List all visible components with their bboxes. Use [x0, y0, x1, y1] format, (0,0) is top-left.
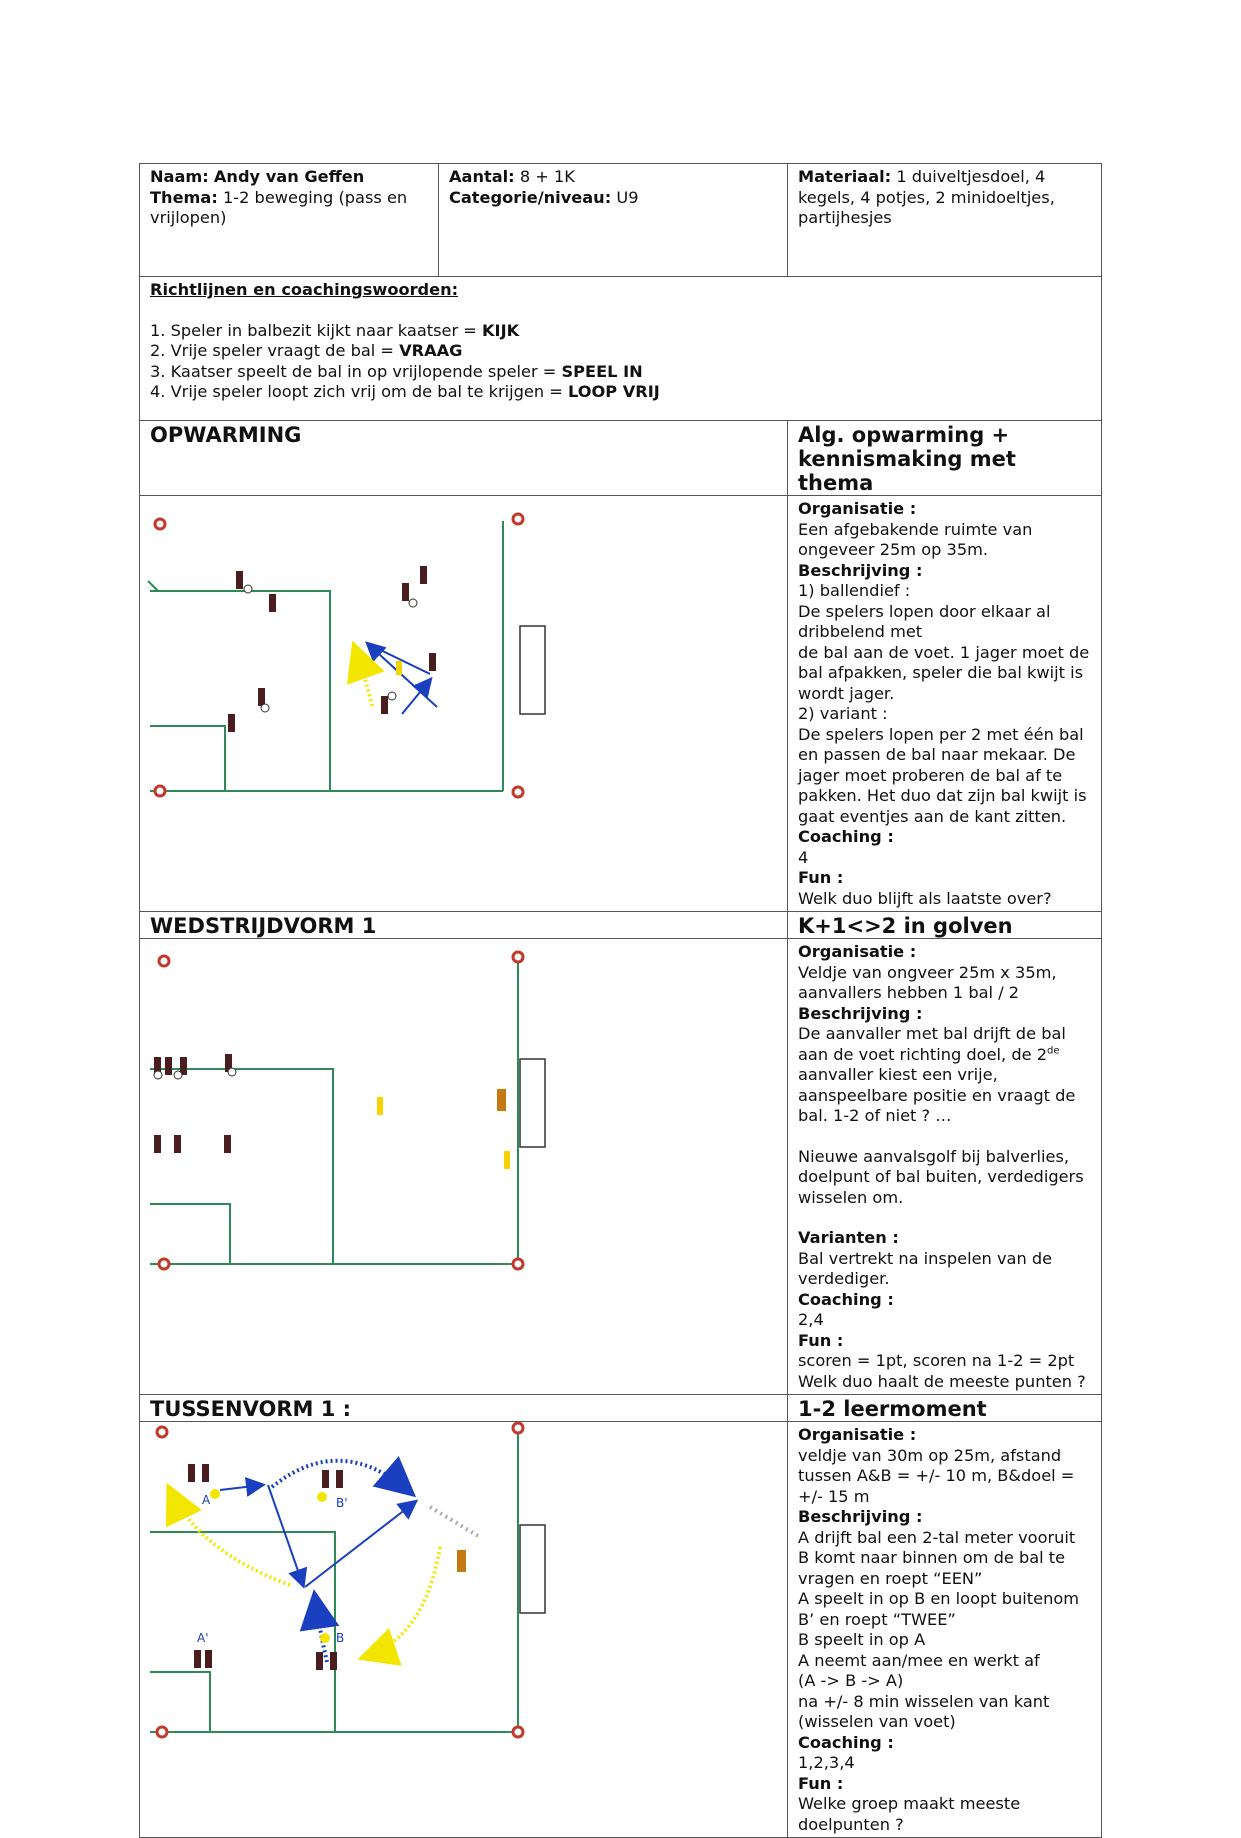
guidelines-cell	[140, 277, 1102, 421]
name-theme-cell	[140, 164, 439, 277]
thema-value: 1-2 beweging (pass en vrijlopen)	[150, 187, 408, 227]
guideline-item: 3. Kaatser speelt de bal in op vrijlopende speler = SPEEL IN	[150, 361, 643, 381]
aantal-cell	[439, 164, 788, 277]
section-title-wedstrijdvorm: WEDSTRIJDVORM 1	[140, 912, 788, 939]
guideline-item: 1. Speler in balbezit kijkt naar kaatser = KIJK	[150, 320, 520, 340]
pitch-diagram-wedstrijdvorm	[140, 939, 560, 1282]
categorie-label: Categorie/niveau:	[449, 187, 612, 207]
sheet-table	[139, 163, 1102, 1838]
naam-label: Naam:	[150, 167, 209, 186]
aantal-value: 8 + 1K	[519, 167, 575, 186]
session-sheet	[139, 163, 1101, 1838]
naam-value: Andy van Geffen	[213, 167, 365, 186]
player-yellow-icon	[504, 1151, 510, 1169]
goalkeeper-icon	[497, 1089, 506, 1111]
content-wedstrijdvorm: Organisatie : Veldje van ongveer 25m x 35m, aanvallers hebben 1 bal / 2 Beschrijving : De aanvaller met bal drijft de bal aan de voet richting doel, de 2de aanvaller kiest een vrije, aanspeelbare positie en vraagt de bal. 1-2 of niet ? … Nieuwe aanvalsgolf bij balverlies, doelpunt of bal buiten, verdedigers wisselen om. Varianten : Bal vertrekt na inspelen van de verdediger. Coaching : 2,4 Fun : scoren = 1pt, scoren na 1-2 = 2pt Welk duo haalt de meeste punten ?	[788, 939, 1102, 1395]
guidelines-title: Richtlijnen en coachingswoorden:	[150, 280, 459, 299]
section-title-tussenvorm: TUSSENVORM 1 :	[140, 1395, 788, 1422]
player-yellow-icon	[377, 1097, 383, 1115]
label-b-prime: B'	[336, 1496, 348, 1510]
materiaal-label: Materiaal:	[798, 167, 892, 186]
categorie-value: U9	[616, 187, 639, 207]
goalkeeper-icon	[457, 1550, 466, 1572]
label-a: A	[202, 1493, 211, 1507]
section-subtitle-tussenvorm: 1-2 leermoment	[788, 1395, 1102, 1422]
ball-icon	[210, 1489, 330, 1643]
label-b: B	[336, 1631, 345, 1645]
section-subtitle-opwarming: Alg. opwarming + kennismaking met thema	[788, 421, 1102, 496]
guideline-item: 2. Vrije speler vraagt de bal = VRAAG	[150, 341, 463, 360]
goal-icon	[520, 1525, 545, 1613]
label-a-prime: A'	[197, 1631, 209, 1645]
diagram-wedstrijdvorm	[140, 939, 788, 1395]
thema-label: Thema:	[150, 187, 218, 207]
guideline-item: 4. Vrije speler loopt zich vrij om de bal te krijgen = LOOP VRIJ	[150, 382, 660, 401]
pitch-diagram-opwarming	[140, 496, 560, 819]
goal-icon	[520, 1059, 545, 1147]
section-subtitle-wedstrijdvorm: K+1<>2 in golven	[788, 912, 1102, 939]
content-opwarming: Organisatie : Een afgebakende ruimte van ongeveer 25m op 35m. Beschrijving : 1) ballendief : De spelers lopen door elkaar al dribbelend met de bal aan de voet. 1 jager moet de bal afpakken, speler die bal kwijt is wordt jager. 2) variant : De spelers lopen per 2 met één bal en passen de bal naar mekaar. De jager moet proberen de bal af te pakken. Het duo dat zijn bal kwijt is gaat eventjes aan de kant zitten. Coaching : 4 Fun : Welk duo blijft als laatste over?	[788, 496, 1102, 912]
player-yellow-icon	[396, 661, 402, 675]
aantal-label: Aantal:	[449, 167, 515, 186]
content-tussenvorm: Organisatie : veldje van 30m op 25m, afstand tussen A&B = +/- 10 m, B&doel = +/- 15 m Beschrijving : A drijft bal een 2-tal meter vooruit B komt naar binnen om de bal te vragen en roept “EEN” A speelt in op B en loopt buitenom B’ en roept “TWEE” B speelt in op A A neemt aan/mee en werkt af (A -> B -> A) na +/- 8 min wisselen van kant (wisselen van voet) Coaching : 1,2,3,4 Fun : Welke groep maakt meeste doelpunten ?	[788, 1422, 1102, 1838]
materiaal-value: 1 duiveltjesdoel, 4 kegels, 4 potjes, 2 minidoeltjes, partijhesjes	[798, 167, 1055, 227]
pitch-diagram-tussenvorm	[140, 1422, 560, 1745]
section-title-opwarming: OPWARMING	[140, 421, 788, 496]
cone-icon	[159, 952, 523, 1269]
materiaal-cell	[788, 164, 1102, 277]
diagram-opwarming	[140, 496, 788, 912]
cone-icon	[155, 514, 523, 797]
diagram-tussenvorm	[140, 1422, 788, 1838]
goal-icon	[520, 626, 545, 714]
